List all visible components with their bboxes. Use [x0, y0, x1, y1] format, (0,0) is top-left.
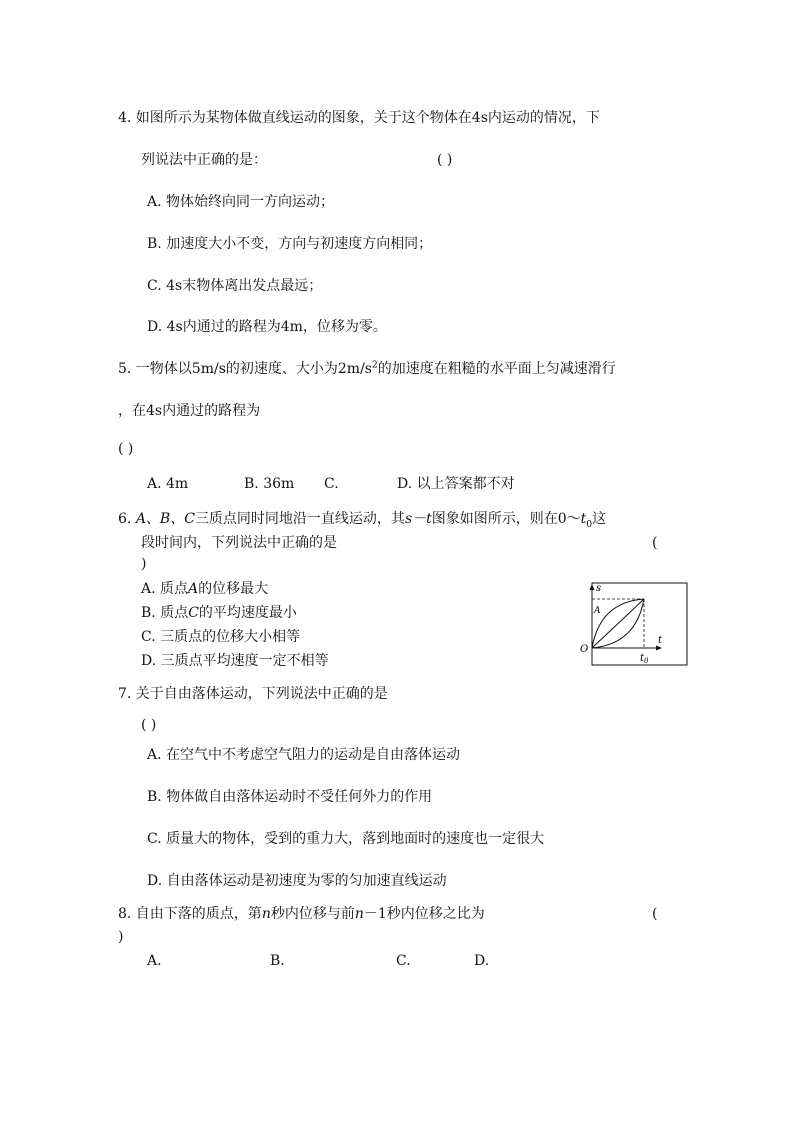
q5-stem-line2: ，在4s内通过的路程为 [118, 403, 261, 419]
q8-n2: n [354, 906, 364, 922]
q8-paren-open: ( [652, 906, 658, 922]
graph-y-arrow [590, 584, 595, 590]
q6-option-b [141, 604, 297, 622]
q5-stem-sup: 2 [371, 360, 378, 371]
q8-post: －1秒内位移之比为 [363, 906, 485, 922]
q4-stem-line1: 4. 如图所示为某物体做直线运动的图象，关于这个物体在4s内运动的情况，下 [118, 110, 600, 126]
q6-b-var: C [188, 605, 199, 621]
q6-paren-close: ) [141, 556, 147, 572]
q6-stem-line2: 段时间内，下列说法中正确的是 [141, 535, 337, 551]
q4-option-a: A. 物体始终向同一方向运动； [147, 194, 335, 210]
q6-a-post: 的位移最大 [198, 581, 269, 597]
graph-x-label: t [658, 635, 663, 646]
q5-option-c: C. [324, 476, 339, 492]
q6-text3: 这 [592, 511, 607, 527]
q5-option-b: B. 36m [244, 476, 295, 492]
q4-answer-paren: ( ) [437, 152, 453, 168]
q8-option-c: C. [396, 953, 411, 969]
q6-b-pre: B. 质点 [141, 605, 189, 621]
q6-st-graph [578, 580, 690, 668]
graph-curve-label: A [594, 606, 601, 616]
q7-option-b: B. 物体做自由落体运动时不受任何外力的作用 [147, 789, 433, 805]
q8-paren-close: ) [118, 929, 124, 945]
q8-stem [118, 905, 485, 923]
graph-t0-label: $t_0$ [640, 653, 649, 665]
graph-x-arrow [656, 646, 662, 651]
q5-option-d: D. 以上答案都不对 [397, 476, 515, 492]
q6-a-pre: A. 质点 [141, 581, 189, 597]
q8-option-d: D. [474, 953, 490, 969]
q7-option-a: A. 在空气中不考虑空气阻力的运动是自由落体运动 [147, 747, 461, 763]
q7-option-d: D. 自由落体运动是初速度为零的匀加速直线运动 [147, 873, 447, 889]
q5-stem-post: 的加速度在粗糙的水平面上匀减速滑行 [377, 361, 616, 377]
q5-stem-pre: 5. 一物体以5m/s的初速度、大小为2m/s [118, 361, 372, 377]
q6-option-d: D. 三质点平均速度一定不相等 [141, 653, 329, 669]
q6-stem-line1 [118, 510, 606, 528]
q6-b-post: 的平均速度最小 [198, 605, 297, 621]
q6-text2: 图象如图所示，则在0～ [431, 511, 581, 527]
q8-option-a: A. [147, 953, 162, 969]
q4-stem-line2: 列说法中正确的是： [141, 152, 267, 168]
graph-origin-label: O [580, 644, 589, 655]
q7-stem: 7. 关于自由落体运动，下列说法中正确的是 [118, 686, 388, 702]
q6-t0: t [580, 511, 587, 527]
q5-option-a: A. 4m [147, 476, 189, 492]
q6-number: 6. [118, 511, 132, 527]
q8-pre: 8. 自由下落的质点，第 [118, 906, 262, 922]
q8-mid: 秒内位移与前 [270, 906, 355, 922]
q6-option-a [141, 580, 268, 598]
q6-t0-sub: 0 [586, 519, 593, 530]
q6-text1: 三质点同时同地沿一直线运动，其 [194, 511, 405, 527]
q7-answer-paren: ( ) [141, 717, 157, 733]
q8-n1: n [261, 906, 271, 922]
q4-option-b: B. 加速度大小不变，方向与初速度方向相同； [147, 236, 433, 252]
graph-y-label: s [596, 583, 602, 594]
q6-a-var: A [188, 581, 199, 597]
q5-stem-line1 [118, 360, 616, 378]
q6-labels: A、B、C [135, 511, 195, 527]
q7-option-c: C. 质量大的物体，受到的重力大，落到地面时的速度也一定很大 [147, 831, 545, 847]
q8-option-b: B. [270, 953, 285, 969]
q4-option-c: C. 4s末物体离出发点最远； [147, 278, 323, 294]
q4-option-d: D. 4s内通过的路程为4m，位移为零。 [147, 319, 387, 335]
q6-paren-open: ( [652, 535, 658, 551]
q6-option-c: C. 三质点的位移大小相等 [141, 629, 301, 645]
q5-answer-paren: ( ) [118, 441, 134, 457]
q6-st: s－t [404, 511, 432, 527]
